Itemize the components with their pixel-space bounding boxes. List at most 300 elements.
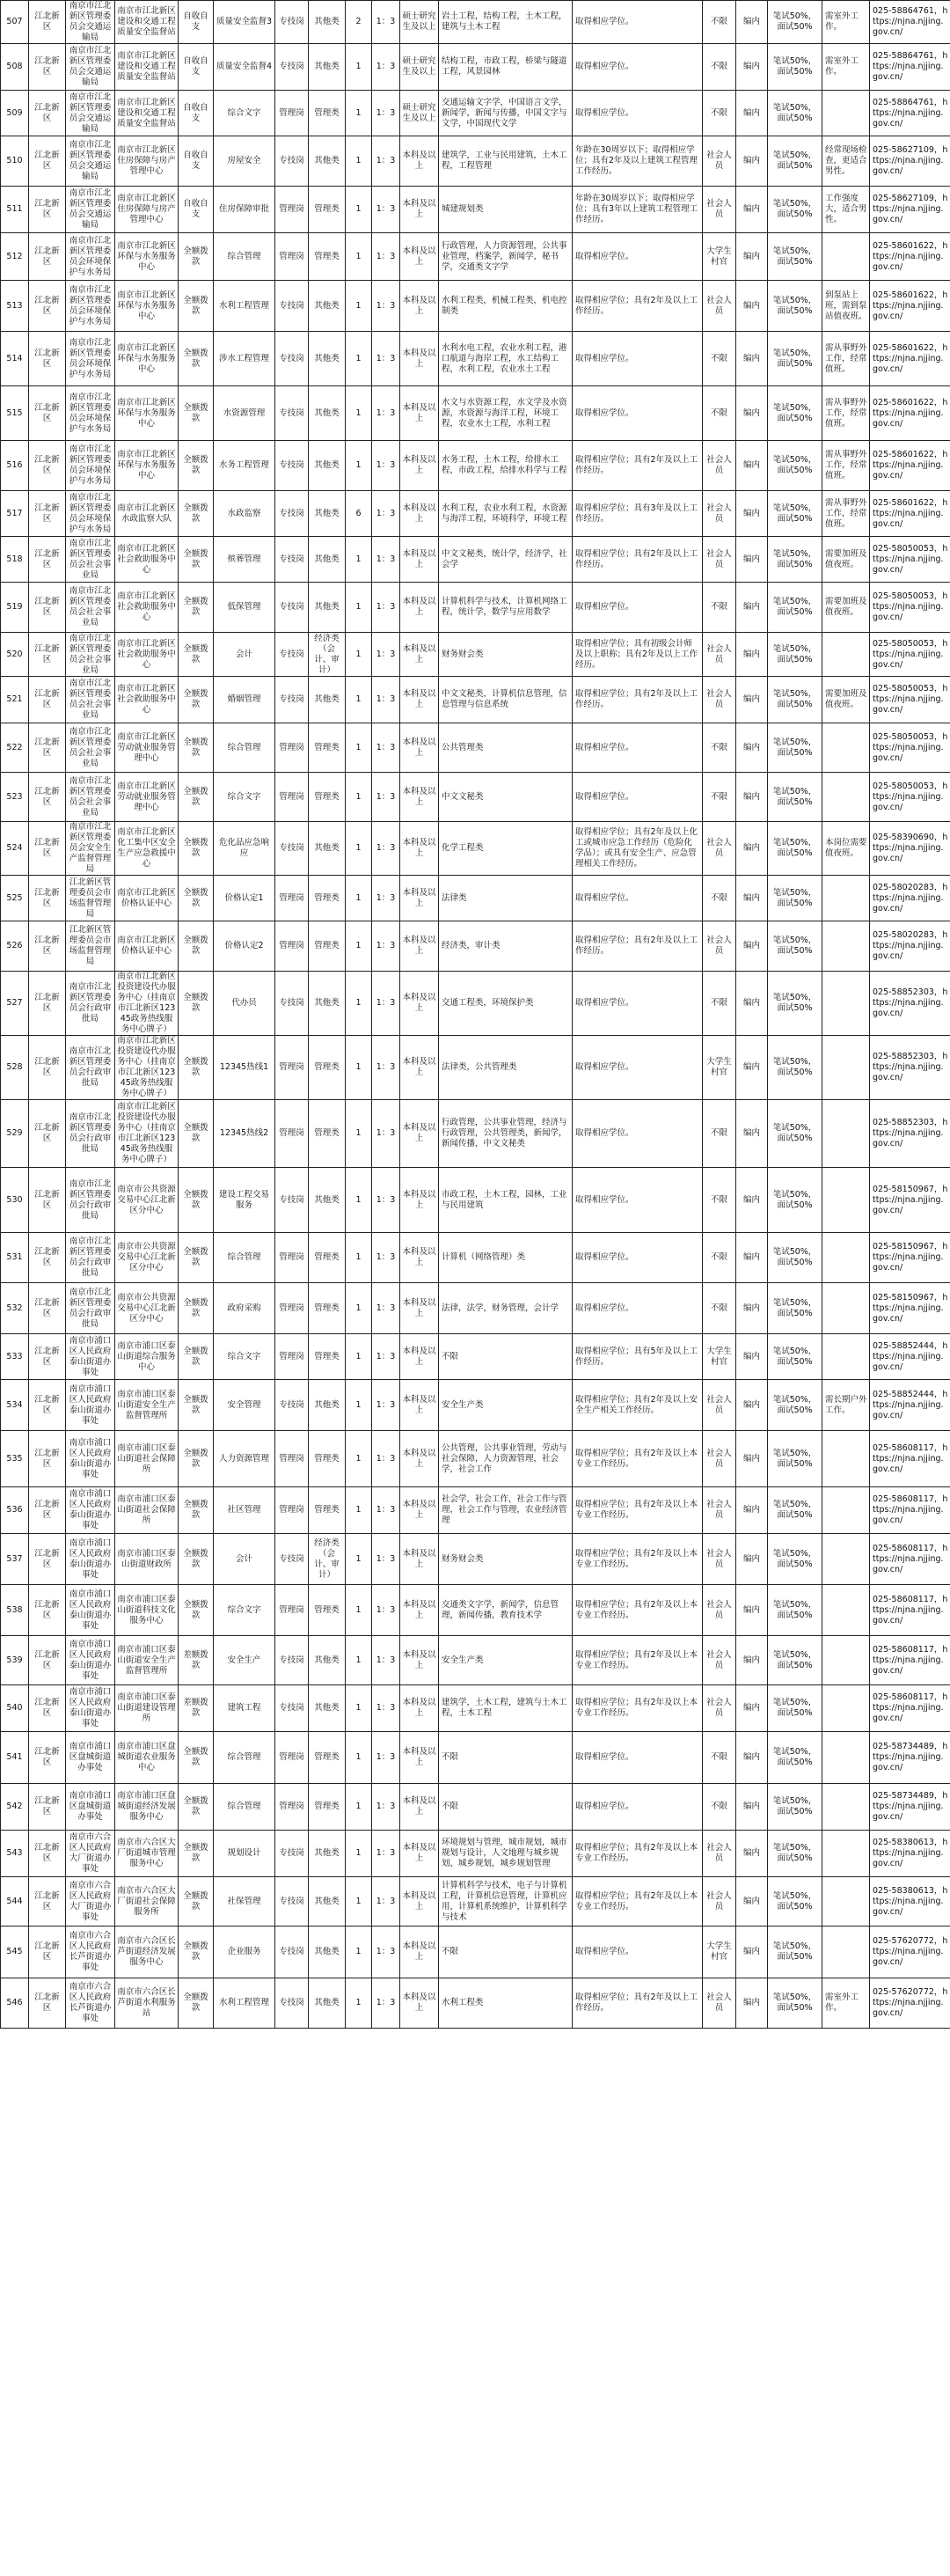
cell-funding-type: 全额拨款: [179, 1380, 214, 1431]
cell-exam-category: 其他类: [309, 44, 346, 91]
cell-position-category: 管理岗: [275, 91, 309, 136]
cell-row-number: 509: [1, 91, 29, 136]
cell-applicant-source: 社会人员: [703, 491, 736, 537]
cell-row-number: 515: [1, 386, 29, 441]
cell-region: 江北新区: [29, 281, 66, 332]
cell-position-name: 低保管理: [214, 583, 275, 633]
cell-position-name: 社保管理: [214, 1877, 275, 1926]
cell-major: 法律，法学，财务管理，会计学: [439, 1283, 573, 1334]
cell-remarks: [822, 91, 870, 136]
cell-row-number: 533: [1, 1334, 29, 1380]
cell-region: 江北新区: [29, 876, 66, 921]
cell-applicant-source: 不限: [703, 1233, 736, 1283]
cell-remarks: 需要加班及值夜班。: [822, 583, 870, 633]
cell-major: 中文文秘类，计算机信息管理，信息管理与信息系统: [439, 677, 573, 723]
cell-contact: 025-58864761，https://njna.njjing.gov.cn/: [870, 1, 950, 44]
cell-unit-name: 南京市公共资源交易中心江北新区分中心: [115, 1168, 179, 1233]
cell-applicant-source: 不限: [703, 972, 736, 1036]
table-row: [1, 1168, 950, 1233]
cell-position-category: 专技岗: [275, 633, 309, 677]
cell-funding-type: 全额拨款: [179, 633, 214, 677]
cell-remarks: [822, 633, 870, 677]
cell-row-number: 542: [1, 1784, 29, 1831]
cell-establishment: 编内: [736, 1431, 768, 1487]
cell-department: 南京市江北新区管理委员会交通运输局: [66, 91, 115, 136]
cell-interview-ratio: 1：3: [372, 1534, 400, 1585]
cell-headcount: 1: [346, 1877, 372, 1926]
cell-applicant-source: 不限: [703, 1784, 736, 1831]
cell-score-weighting: 笔试50%，面试50%: [768, 1431, 822, 1487]
cell-row-number: 513: [1, 281, 29, 332]
cell-interview-ratio: 1：3: [372, 1926, 400, 1978]
cell-position-name: 住房保障审批: [214, 187, 275, 233]
cell-department: 南京市江北新区管理委员会环境保护与水务局: [66, 491, 115, 537]
cell-score-weighting: 笔试50%，面试50%: [768, 1, 822, 44]
cell-funding-type: 自收自支: [179, 136, 214, 187]
cell-exam-category: 其他类: [309, 1978, 346, 2029]
cell-region: 江北新区: [29, 1636, 66, 1685]
cell-unit-name: 南京市浦口区泰山街道建设管理所: [115, 1685, 179, 1732]
cell-position-category: 专技岗: [275, 491, 309, 537]
cell-establishment: 编内: [736, 583, 768, 633]
cell-interview-ratio: 1：3: [372, 537, 400, 583]
cell-other-requirements: 取得相应学位；具有2年及以上工作经历。: [573, 921, 703, 972]
cell-other-requirements: 取得相应学位；具有2年及以上工作经历。: [573, 537, 703, 583]
cell-major: 城建规划类: [439, 187, 573, 233]
cell-position-category: 管理岗: [275, 921, 309, 972]
cell-interview-ratio: 1：3: [372, 332, 400, 386]
cell-remarks: 需从事野外工作，经常值班。: [822, 441, 870, 491]
cell-department: 南京市江北新区管理委员会安全生产监督管理局: [66, 822, 115, 876]
table-row: [1, 1784, 950, 1831]
cell-contact: 025-58852303，https://njna.njjing.gov.cn/: [870, 1036, 950, 1100]
cell-establishment: 编内: [736, 187, 768, 233]
cell-applicant-source: 社会人员: [703, 1831, 736, 1877]
cell-education: 本科及以上: [400, 1784, 439, 1831]
cell-headcount: 1: [346, 1168, 372, 1233]
cell-department: 南京市江北新区管理委员会社会事业局: [66, 723, 115, 773]
cell-other-requirements: 年龄在30周岁以下；取得相应学位；具有2年及以上建筑工程管理工作经历。: [573, 136, 703, 187]
cell-education: 本科及以上: [400, 633, 439, 677]
cell-other-requirements: 取得相应学位；具有2年及以上本专业工作经历。: [573, 1534, 703, 1585]
cell-headcount: 1: [346, 677, 372, 723]
cell-position-category: 管理岗: [275, 876, 309, 921]
cell-remarks: 需室外工作。: [822, 1, 870, 44]
cell-funding-type: 全额拨款: [179, 876, 214, 921]
cell-exam-category: 其他类: [309, 1380, 346, 1431]
cell-exam-category: 其他类: [309, 332, 346, 386]
cell-major: 安全生产类: [439, 1380, 573, 1431]
cell-headcount: 1: [346, 537, 372, 583]
cell-row-number: 528: [1, 1036, 29, 1100]
cell-exam-category: 其他类: [309, 677, 346, 723]
cell-unit-name: 南京市江北新区社会救助服务中心: [115, 583, 179, 633]
cell-department: 南京市江北新区管理委员会环境保护与水务局: [66, 281, 115, 332]
cell-position-name: 水利工程管理: [214, 281, 275, 332]
cell-funding-type: 全额拨款: [179, 281, 214, 332]
cell-other-requirements: 取得相应学位；具有2年及以上工作经历。: [573, 441, 703, 491]
cell-unit-name: 南京市江北新区建设和交通工程质量安全监督站: [115, 44, 179, 91]
cell-unit-name: 南京市江北新区环保与水务服务中心: [115, 332, 179, 386]
cell-establishment: 编内: [736, 972, 768, 1036]
cell-other-requirements: 取得相应学位；具有2年及以上工作经历。: [573, 1978, 703, 2029]
cell-applicant-source: 社会人员: [703, 1534, 736, 1585]
cell-major: 化学工程类: [439, 822, 573, 876]
cell-position-name: 房屋安全: [214, 136, 275, 187]
cell-region: 江北新区: [29, 1784, 66, 1831]
cell-remarks: [822, 1685, 870, 1732]
cell-remarks: [822, 1487, 870, 1534]
cell-region: 江北新区: [29, 1168, 66, 1233]
cell-position-category: 专技岗: [275, 1877, 309, 1926]
table-row: [1, 822, 950, 876]
cell-exam-category: 其他类: [309, 386, 346, 441]
table-row: [1, 1534, 950, 1585]
table-row: [1, 281, 950, 332]
cell-row-number: 516: [1, 441, 29, 491]
cell-score-weighting: 笔试50%，面试50%: [768, 1926, 822, 1978]
cell-interview-ratio: 1：3: [372, 1100, 400, 1168]
cell-major: 水利工程类: [439, 1978, 573, 2029]
cell-unit-name: 南京市江北新区价格认证中心: [115, 876, 179, 921]
cell-other-requirements: 取得相应学位。: [573, 1036, 703, 1100]
cell-region: 江北新区: [29, 136, 66, 187]
cell-education: 本科及以上: [400, 1732, 439, 1784]
cell-education: 本科及以上: [400, 1431, 439, 1487]
cell-position-category: 专技岗: [275, 386, 309, 441]
cell-funding-type: 自收自支: [179, 91, 214, 136]
cell-headcount: 6: [346, 491, 372, 537]
cell-score-weighting: 笔试50%，面试50%: [768, 1685, 822, 1732]
cell-other-requirements: 取得相应学位。: [573, 1784, 703, 1831]
table-row: [1, 491, 950, 537]
cell-funding-type: 全额拨款: [179, 1431, 214, 1487]
cell-major: 水利工程类，机械工程类，机电控制类: [439, 281, 573, 332]
cell-interview-ratio: 1：3: [372, 1233, 400, 1283]
cell-education: 本科及以上: [400, 1926, 439, 1978]
cell-education: 本科及以上: [400, 773, 439, 822]
cell-major: 交通运输文字学，中国语言文学，新闻学，新闻与传播，中国文字与文学，中国现代文学: [439, 91, 573, 136]
cell-position-name: 代办员: [214, 972, 275, 1036]
cell-region: 江北新区: [29, 1831, 66, 1877]
cell-establishment: 编内: [736, 136, 768, 187]
cell-remarks: [822, 1334, 870, 1380]
cell-funding-type: 全额拨款: [179, 491, 214, 537]
cell-education: 本科及以上: [400, 281, 439, 332]
cell-position-category: 专技岗: [275, 1831, 309, 1877]
table-row: [1, 773, 950, 822]
cell-position-category: 专技岗: [275, 1534, 309, 1585]
cell-other-requirements: 取得相应学位；具有3年及以上工作经历。: [573, 491, 703, 537]
cell-region: 江北新区: [29, 1487, 66, 1534]
cell-exam-category: 其他类: [309, 583, 346, 633]
cell-unit-name: 南京市浦口区泰山街道科技文化服务中心: [115, 1585, 179, 1636]
cell-interview-ratio: 1：3: [372, 876, 400, 921]
cell-other-requirements: 取得相应学位。: [573, 1168, 703, 1233]
cell-unit-name: 南京市江北新区住房保障与房产管理中心: [115, 187, 179, 233]
cell-funding-type: 自收自支: [179, 187, 214, 233]
cell-major: 计算机科学与技术，计算机网络工程，统计学，数学与应用数学: [439, 583, 573, 633]
cell-unit-name: 南京市浦口区泰山街道安全生产监督管理所: [115, 1380, 179, 1431]
cell-region: 江北新区: [29, 1100, 66, 1168]
cell-interview-ratio: 1：3: [372, 972, 400, 1036]
cell-contact: 025-58608117，https://njna.njjing.gov.cn/: [870, 1585, 950, 1636]
cell-position-name: 安全生产: [214, 1636, 275, 1685]
cell-education: 本科及以上: [400, 1978, 439, 2029]
cell-row-number: 540: [1, 1685, 29, 1732]
cell-headcount: 1: [346, 233, 372, 281]
table-row: [1, 1100, 950, 1168]
cell-major: 中文文秘类: [439, 773, 573, 822]
cell-department: 南京市江北新区管理委员会社会事业局: [66, 583, 115, 633]
cell-interview-ratio: 1：3: [372, 491, 400, 537]
cell-remarks: [822, 1283, 870, 1334]
cell-interview-ratio: 1：3: [372, 1636, 400, 1685]
cell-education: 本科及以上: [400, 1380, 439, 1431]
cell-applicant-source: 不限: [703, 44, 736, 91]
cell-establishment: 编内: [736, 1831, 768, 1877]
cell-score-weighting: 笔试50%，面试50%: [768, 1168, 822, 1233]
cell-exam-category: 管理类: [309, 1100, 346, 1168]
cell-exam-category: 其他类: [309, 1685, 346, 1732]
cell-region: 江北新区: [29, 1926, 66, 1978]
cell-score-weighting: 笔试50%，面试50%: [768, 91, 822, 136]
cell-remarks: [822, 1233, 870, 1283]
cell-position-name: 水务工程管理: [214, 441, 275, 491]
cell-major: 不限: [439, 1334, 573, 1380]
cell-other-requirements: 取得相应学位。: [573, 773, 703, 822]
cell-region: 江北新区: [29, 1233, 66, 1283]
cell-unit-name: 南京市江北新区建设和交通工程质量安全监督站: [115, 91, 179, 136]
cell-department: 南京市江北新区管理委员会环境保护与水务局: [66, 386, 115, 441]
cell-establishment: 编内: [736, 1334, 768, 1380]
cell-major: 社会学，社会工作，社会工作与管理，社会工作与管理，农业经济管理: [439, 1487, 573, 1534]
cell-position-category: 专技岗: [275, 44, 309, 91]
cell-remarks: [822, 1926, 870, 1978]
cell-funding-type: 全额拨款: [179, 441, 214, 491]
cell-contact: 025-58380613，https://njna.njjing.gov.cn/: [870, 1877, 950, 1926]
cell-contact: 025-58852303，https://njna.njjing.gov.cn/: [870, 972, 950, 1036]
cell-department: 南京市江北新区管理委员会社会事业局: [66, 633, 115, 677]
cell-funding-type: 全额拨款: [179, 1926, 214, 1978]
cell-applicant-source: 社会人员: [703, 1585, 736, 1636]
cell-major: 水利工程，农业水利工程，水资源与海洋工程，环境科学，环境工程: [439, 491, 573, 537]
cell-applicant-source: 社会人员: [703, 633, 736, 677]
cell-establishment: 编内: [736, 633, 768, 677]
cell-position-name: 12345热线2: [214, 1100, 275, 1168]
cell-contact: 025-58852444，https://njna.njjing.gov.cn/: [870, 1334, 950, 1380]
cell-other-requirements: 取得相应学位；具有2年及以上化工或城市应急工作经历（危险化学品）；或具有安全生产、应急管理相关工作经历。: [573, 822, 703, 876]
cell-row-number: 508: [1, 44, 29, 91]
cell-unit-name: 南京市公共资源交易中心江北新区分中心: [115, 1233, 179, 1283]
cell-interview-ratio: 1：3: [372, 773, 400, 822]
cell-unit-name: 南京市浦口区泰山街道社会保障所: [115, 1431, 179, 1487]
cell-contact: 025-58380613，https://njna.njjing.gov.cn/: [870, 1831, 950, 1877]
cell-interview-ratio: 1：3: [372, 1380, 400, 1431]
cell-position-name: 价格认定1: [214, 876, 275, 921]
cell-other-requirements: 取得相应学位。: [573, 876, 703, 921]
cell-headcount: 1: [346, 1334, 372, 1380]
cell-department: 南京市江北新区管理委员会交通运输局: [66, 187, 115, 233]
cell-position-category: 管理岗: [275, 1585, 309, 1636]
cell-unit-name: 南京市江北新区劳动就业服务管理中心: [115, 723, 179, 773]
cell-major: 不限: [439, 1926, 573, 1978]
cell-region: 江北新区: [29, 1283, 66, 1334]
cell-score-weighting: 笔试50%，面试50%: [768, 332, 822, 386]
cell-other-requirements: 取得相应学位。: [573, 723, 703, 773]
cell-unit-name: 南京市江北新区水政监察大队: [115, 491, 179, 537]
cell-remarks: 需要加班及值夜班。: [822, 537, 870, 583]
cell-contact: 025-58627109，https://njna.njjing.gov.cn/: [870, 136, 950, 187]
cell-funding-type: 全额拨款: [179, 1168, 214, 1233]
cell-applicant-source: 不限: [703, 773, 736, 822]
cell-position-name: 安全管理: [214, 1380, 275, 1431]
cell-education: 本科及以上: [400, 583, 439, 633]
cell-contact: 025-58608117，https://njna.njjing.gov.cn/: [870, 1431, 950, 1487]
cell-position-name: 社区管理: [214, 1487, 275, 1534]
cell-row-number: 523: [1, 773, 29, 822]
cell-interview-ratio: 1：3: [372, 1585, 400, 1636]
cell-headcount: 1: [346, 876, 372, 921]
cell-position-name: 质量安全监督4: [214, 44, 275, 91]
cell-department: 江北新区管理委员会市场监督管理局: [66, 921, 115, 972]
cell-position-category: 专技岗: [275, 281, 309, 332]
cell-row-number: 518: [1, 537, 29, 583]
cell-position-name: 水政监察: [214, 491, 275, 537]
cell-position-category: 专技岗: [275, 677, 309, 723]
cell-position-name: 规划设计: [214, 1831, 275, 1877]
cell-interview-ratio: 1：3: [372, 233, 400, 281]
cell-department: 南京市六合区人民政府大厂街道办事处: [66, 1831, 115, 1877]
cell-department: 南京市浦口区人民政府泰山街道办事处: [66, 1636, 115, 1685]
table-row: [1, 1233, 950, 1283]
cell-major: 公共管理，公共事业管理，劳动与社会保障，人力资源管理，社会学，社会工作: [439, 1431, 573, 1487]
cell-headcount: 1: [346, 281, 372, 332]
cell-position-name: 综合管理: [214, 723, 275, 773]
cell-education: 本科及以上: [400, 1283, 439, 1334]
cell-unit-name: 南京市江北新区社会救助服务中心: [115, 677, 179, 723]
cell-row-number: 525: [1, 876, 29, 921]
cell-exam-category: 管理类: [309, 1487, 346, 1534]
cell-position-category: 专技岗: [275, 972, 309, 1036]
cell-interview-ratio: 1：3: [372, 1036, 400, 1100]
cell-interview-ratio: 1：3: [372, 1877, 400, 1926]
cell-headcount: 1: [346, 1036, 372, 1100]
table-row: [1, 1431, 950, 1487]
cell-position-name: 建筑工程: [214, 1685, 275, 1732]
cell-education: 本科及以上: [400, 187, 439, 233]
cell-region: 江北新区: [29, 1036, 66, 1100]
cell-education: 本科及以上: [400, 972, 439, 1036]
cell-funding-type: 全额拨款: [179, 1784, 214, 1831]
cell-interview-ratio: 1：3: [372, 281, 400, 332]
cell-position-name: 婚姻管理: [214, 677, 275, 723]
cell-contact: 025-58734489，https://njna.njjing.gov.cn/: [870, 1784, 950, 1831]
cell-funding-type: 全额拨款: [179, 822, 214, 876]
cell-other-requirements: 取得相应学位；具有5年及以上工作经历。: [573, 1334, 703, 1380]
cell-exam-category: 其他类: [309, 1877, 346, 1926]
cell-position-category: 专技岗: [275, 332, 309, 386]
cell-region: 江北新区: [29, 1334, 66, 1380]
cell-remarks: 需室外工作。: [822, 1978, 870, 2029]
cell-score-weighting: 笔试50%，面试50%: [768, 1036, 822, 1100]
cell-funding-type: 全额拨款: [179, 1978, 214, 2029]
cell-unit-name: 南京市江北新区环保与水务服务中心: [115, 386, 179, 441]
cell-interview-ratio: 1：3: [372, 1, 400, 44]
cell-position-name: 危化品应急响应: [214, 822, 275, 876]
cell-headcount: 1: [346, 1926, 372, 1978]
cell-remarks: [822, 1831, 870, 1877]
cell-row-number: 532: [1, 1283, 29, 1334]
cell-row-number: 546: [1, 1978, 29, 2029]
cell-applicant-source: 不限: [703, 332, 736, 386]
cell-region: 江北新区: [29, 972, 66, 1036]
cell-education: 本科及以上: [400, 1487, 439, 1534]
cell-score-weighting: 笔试50%，面试50%: [768, 44, 822, 91]
cell-interview-ratio: 1：3: [372, 44, 400, 91]
cell-education: 本科及以上: [400, 537, 439, 583]
cell-interview-ratio: 1：3: [372, 1831, 400, 1877]
cell-interview-ratio: 1：3: [372, 1283, 400, 1334]
cell-region: 江北新区: [29, 233, 66, 281]
cell-establishment: 编内: [736, 1685, 768, 1732]
table-row: [1, 1380, 950, 1431]
cell-establishment: 编内: [736, 1978, 768, 2029]
cell-other-requirements: 取得相应学位；具有2年及以上本专业工作经历。: [573, 1877, 703, 1926]
cell-score-weighting: 笔试50%，面试50%: [768, 723, 822, 773]
cell-region: 江北新区: [29, 1431, 66, 1487]
cell-establishment: 编内: [736, 921, 768, 972]
cell-education: 本科及以上: [400, 233, 439, 281]
cell-establishment: 编内: [736, 723, 768, 773]
table-row: [1, 723, 950, 773]
cell-exam-category: 管理类: [309, 1784, 346, 1831]
cell-score-weighting: 笔试50%，面试50%: [768, 441, 822, 491]
cell-major: 交通类文字学，新闻学，信息管理，新闻传播，教育技术学: [439, 1585, 573, 1636]
cell-department: 南京市江北新区管理委员会交通运输局: [66, 1, 115, 44]
cell-establishment: 编内: [736, 1636, 768, 1685]
cell-other-requirements: 取得相应学位。: [573, 1926, 703, 1978]
cell-position-name: 综合管理: [214, 1784, 275, 1831]
cell-contact: 025-58608117，https://njna.njjing.gov.cn/: [870, 1534, 950, 1585]
cell-department: 南京市江北新区管理委员会行政审批局: [66, 1168, 115, 1233]
table-row: [1, 537, 950, 583]
cell-score-weighting: 笔试50%，面试50%: [768, 633, 822, 677]
cell-remarks: [822, 773, 870, 822]
cell-remarks: [822, 972, 870, 1036]
cell-unit-name: 南京市浦口区泰山街道财政所: [115, 1534, 179, 1585]
cell-applicant-source: 大学生村官: [703, 1036, 736, 1100]
cell-contact: 025-58050053，https://njna.njjing.gov.cn/: [870, 723, 950, 773]
cell-row-number: 535: [1, 1431, 29, 1487]
cell-position-category: 管理岗: [275, 773, 309, 822]
cell-other-requirements: 取得相应学位。: [573, 1, 703, 44]
cell-contact: 025-58020283，https://njna.njjing.gov.cn/: [870, 921, 950, 972]
cell-funding-type: 全额拨款: [179, 1534, 214, 1585]
cell-score-weighting: 笔试50%，面试50%: [768, 1233, 822, 1283]
cell-headcount: 1: [346, 1233, 372, 1283]
cell-remarks: [822, 876, 870, 921]
cell-applicant-source: 不限: [703, 1100, 736, 1168]
cell-exam-category: 其他类: [309, 281, 346, 332]
cell-establishment: 编内: [736, 876, 768, 921]
cell-funding-type: 全额拨款: [179, 1487, 214, 1534]
cell-score-weighting: 笔试50%，面试50%: [768, 136, 822, 187]
cell-applicant-source: 社会人员: [703, 441, 736, 491]
cell-exam-category: 管理类: [309, 187, 346, 233]
cell-other-requirements: 取得相应学位；具有2年及以上本专业工作经历。: [573, 1831, 703, 1877]
cell-position-category: 专技岗: [275, 583, 309, 633]
